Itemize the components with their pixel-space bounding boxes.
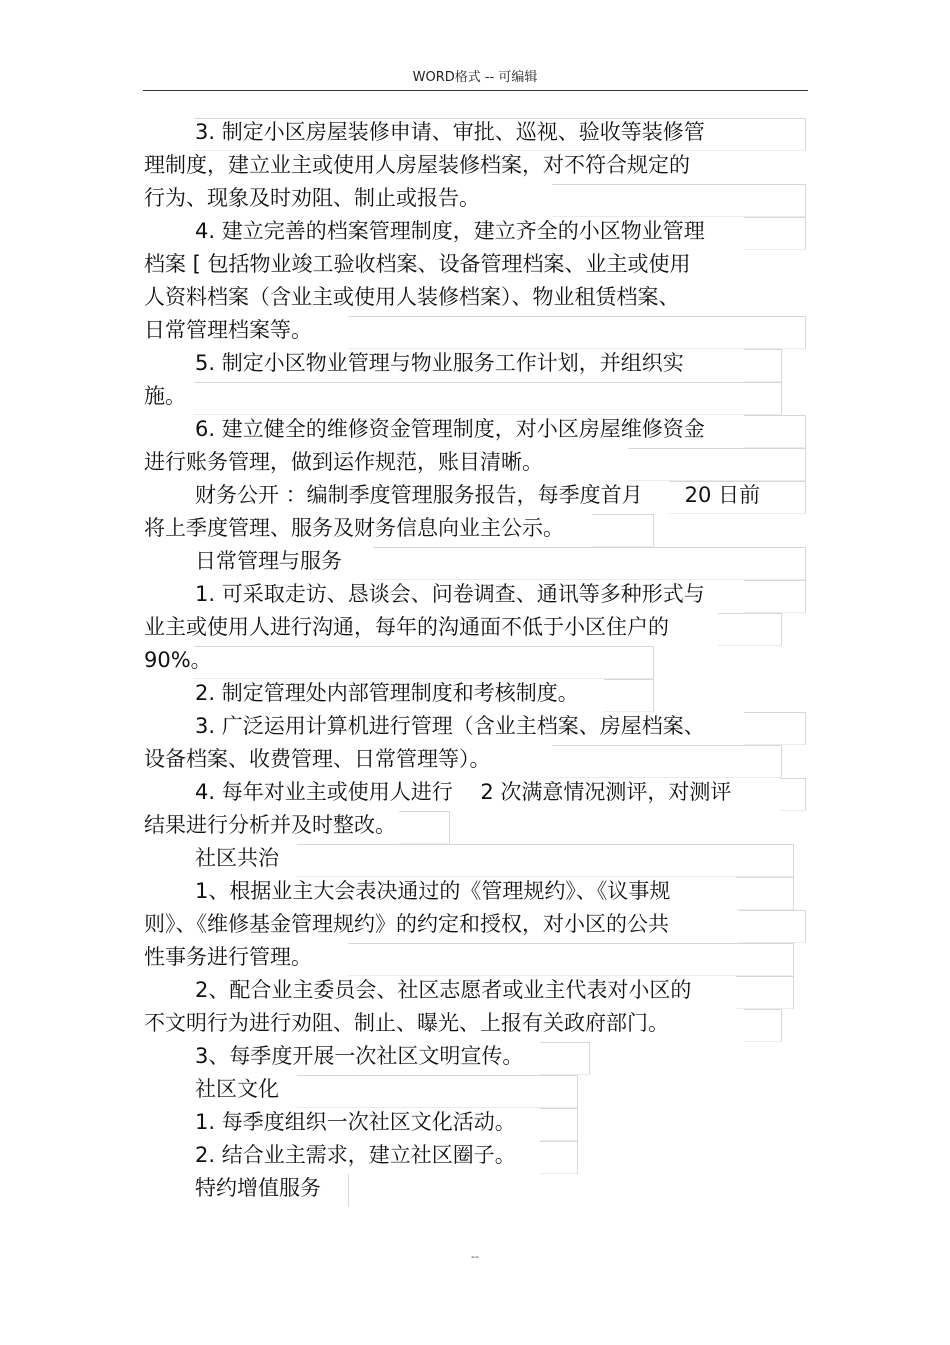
header-rule bbox=[143, 90, 808, 91]
paragraph-line: 4. 建立完善的档案管理制度，建立齐全的小区物业管理 bbox=[144, 215, 814, 248]
section-heading: 日常管理与服务 bbox=[144, 545, 814, 578]
page-header: WORD格式 -- 可编辑 bbox=[412, 70, 538, 85]
paragraph-line: 2、配合业主委员会、社区志愿者或业主代表对小区的 bbox=[144, 974, 814, 1007]
paragraph-line: 1、根据业主大会表决通过的《管理规约》、《议事规 bbox=[144, 875, 814, 908]
paragraph-line: 不文明行为进行劝阻、制止、曝光、上报有关政府部门。 bbox=[144, 1007, 814, 1040]
paragraph-line: 2. 结合业主需求，建立社区圈子。 bbox=[144, 1139, 814, 1172]
paragraph-line: 结果进行分析并及时整改。 bbox=[144, 809, 814, 842]
paragraph-line: 将上季度管理、服务及财务信息向业主公示。 bbox=[144, 512, 814, 545]
paragraph-line: 3. 制定小区房屋装修申请、审批、巡视、验收等装修管 bbox=[144, 116, 814, 149]
paragraph-line: 4. 每年对业主或使用人进行 2 次满意情况测评，对测评 bbox=[144, 776, 814, 809]
page-footer: -- bbox=[471, 1250, 479, 1263]
paragraph-line: 进行账务管理，做到运作规范，账目清晰。 bbox=[144, 446, 814, 479]
paragraph-line: 财务公开 ：编制季度管理服务报告，每季度首月 20 日前 bbox=[144, 479, 814, 512]
paragraph-line: 3. 广泛运用计算机进行管理（含业主档案、房屋档案、 bbox=[144, 710, 814, 743]
paragraph-line: 1. 每季度组织一次社区文化活动。 bbox=[144, 1106, 814, 1139]
paragraph-line: 6. 建立健全的维修资金管理制度，对小区房屋维修资金 bbox=[144, 413, 814, 446]
paragraph-line: 则》、《维修基金管理规约》的约定和授权，对小区的公共 bbox=[144, 908, 814, 941]
document-body bbox=[144, 116, 814, 1205]
paragraph-line: 设备档案、收费管理、日常管理等）。 bbox=[144, 743, 814, 776]
paragraph-line: 性事务进行管理。 bbox=[144, 941, 814, 974]
section-heading: 社区共治 bbox=[144, 842, 814, 875]
paragraph-line: 5. 制定小区物业管理与物业服务工作计划，并组织实 bbox=[144, 347, 814, 380]
paragraph-line: 理制度，建立业主或使用人房屋装修档案，对不符合规定的 bbox=[144, 153, 690, 177]
paragraph-line: 日常管理档案等。 bbox=[144, 314, 814, 347]
section-heading: 社区文化 bbox=[144, 1073, 814, 1106]
paragraph-line: 2. 制定管理处内部管理制度和考核制度。 bbox=[144, 677, 814, 710]
paragraph-line: 行为、现象及时劝阻、制止或报告。 bbox=[144, 182, 814, 215]
paragraph-line: 业主或使用人进行沟通，每年的沟通面不低于小区住户的 bbox=[144, 611, 814, 644]
paragraph-line: 3、每季度开展一次社区文明宣传。 bbox=[144, 1040, 814, 1073]
section-heading: 特约增值服务 bbox=[144, 1172, 814, 1205]
paragraph-line: 档案 [ 包括物业竣工验收档案、设备管理档案、业主或使用 bbox=[144, 252, 691, 276]
paragraph-line: 人资料档案（含业主或使用人装修档案）、物业租赁档案、 bbox=[144, 285, 680, 309]
paragraph-line: 90%。 bbox=[144, 644, 814, 677]
paragraph-line: 1. 可采取走访、恳谈会、问卷调查、通讯等多种形式与 bbox=[144, 578, 814, 611]
paragraph-line: 施。 bbox=[144, 380, 814, 413]
